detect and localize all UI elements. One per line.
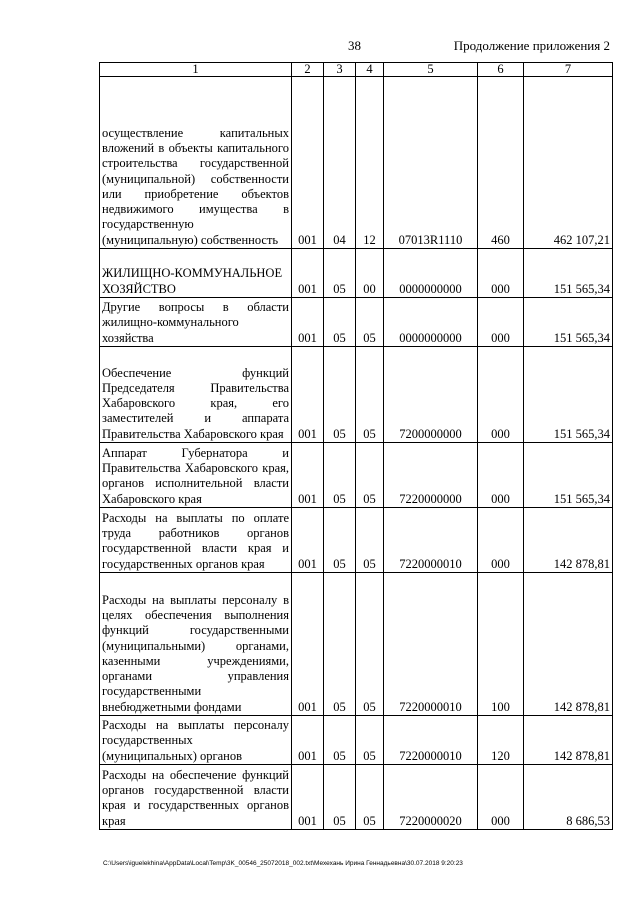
row-code-3: 04: [324, 77, 356, 249]
column-header: 4: [356, 63, 384, 77]
table-row: [100, 573, 613, 716]
column-header: 7: [524, 63, 613, 77]
row-amount: 142 878,81: [524, 573, 613, 716]
row-code-6: 000: [478, 765, 524, 830]
row-code-6: 000: [478, 298, 524, 347]
row-code-4: 05: [356, 347, 384, 443]
row-code-5: 7220000010: [384, 573, 478, 716]
row-code-6: 100: [478, 573, 524, 716]
row-code-2: 001: [292, 249, 324, 298]
row-amount: 151 565,34: [524, 298, 613, 347]
row-code-4: 05: [356, 765, 384, 830]
row-code-3: 05: [324, 573, 356, 716]
page-number: 38: [348, 38, 361, 53]
column-header: 1: [100, 63, 292, 77]
footer-file-path: C:\Users\iguelekhina\AppData\Local\Temp\3K_00546_25072018_002.txt\Мехехань Ирина Геннадьевна\30.07.2018 9:20:23: [103, 860, 463, 867]
table-row: [100, 347, 613, 443]
row-code-6: 000: [478, 443, 524, 508]
row-code-4: 12: [356, 77, 384, 249]
row-code-5: 7220000010: [384, 716, 478, 765]
row-code-5: 7220000010: [384, 508, 478, 573]
column-number-row: [100, 63, 613, 77]
column-header: 5: [384, 63, 478, 77]
column-header: 3: [324, 63, 356, 77]
table-row: [100, 765, 613, 830]
row-code-5: 07013R1110: [384, 77, 478, 249]
row-code-3: 05: [324, 508, 356, 573]
row-code-2: 001: [292, 508, 324, 573]
row-code-2: 001: [292, 347, 324, 443]
row-amount: 151 565,34: [524, 249, 613, 298]
row-code-4: 00: [356, 249, 384, 298]
row-name: Обеспечение функций Председателя Правительства Хабаровского края, его заместителей и аппарата Правительства Хабаровского края: [100, 347, 292, 443]
row-amount: 151 565,34: [524, 443, 613, 508]
table-row: [100, 508, 613, 573]
row-code-6: 000: [478, 347, 524, 443]
row-code-4: 05: [356, 716, 384, 765]
table-row: [100, 77, 613, 249]
table-row: [100, 249, 613, 298]
row-name: Аппарат Губернатора и Правительства Хабаровского края, органов исполнительной власти Хабаровского края: [100, 443, 292, 508]
row-code-6: 000: [478, 508, 524, 573]
row-name: Расходы на обеспечение функций органов государственной власти края и государственных органов края: [100, 765, 292, 830]
row-name: Расходы на выплаты персоналу в целях обеспечения выполнения функций государственными (муниципальными) органами, казенными учреждениями, органами управления государственными внебюджетными фондами: [100, 573, 292, 716]
row-name: осуществление капитальных вложений в объекты капитального строительства государственной (муниципальной) собственности или приобретение объектов недвижимого имущества в государственную (муниципальную) собственность: [100, 77, 292, 249]
row-code-5: 7220000000: [384, 443, 478, 508]
table-row: [100, 443, 613, 508]
table-row: [100, 298, 613, 347]
column-header: 2: [292, 63, 324, 77]
row-name: ЖИЛИЩНО-КОММУНАЛЬНОЕ ХОЗЯЙСТВО: [100, 249, 292, 298]
row-amount: 142 878,81: [524, 716, 613, 765]
row-code-3: 05: [324, 347, 356, 443]
row-code-4: 05: [356, 298, 384, 347]
table-row: [100, 716, 613, 765]
row-code-3: 05: [324, 765, 356, 830]
row-name: Другие вопросы в области жилищно-коммунального хозяйства: [100, 298, 292, 347]
row-code-4: 05: [356, 508, 384, 573]
row-code-2: 001: [292, 573, 324, 716]
row-code-5: 7200000000: [384, 347, 478, 443]
row-amount: 8 686,53: [524, 765, 613, 830]
row-code-2: 001: [292, 443, 324, 508]
row-code-5: 7220000020: [384, 765, 478, 830]
budget-table: [99, 62, 613, 830]
row-amount: 462 107,21: [524, 77, 613, 249]
continuation-label: Продолжение приложения 2: [453, 38, 610, 53]
row-amount: 151 565,34: [524, 347, 613, 443]
column-header: 6: [478, 63, 524, 77]
row-code-2: 001: [292, 765, 324, 830]
row-code-3: 05: [324, 716, 356, 765]
row-code-6: 120: [478, 716, 524, 765]
row-code-6: 000: [478, 249, 524, 298]
row-name: Расходы на выплаты по оплате труда работников органов государственной власти края и государственных органов края: [100, 508, 292, 573]
row-code-5: 0000000000: [384, 249, 478, 298]
row-name: Расходы на выплаты персоналу государственных (муниципальных) органов: [100, 716, 292, 765]
row-code-4: 05: [356, 573, 384, 716]
row-code-3: 05: [324, 249, 356, 298]
row-code-2: 001: [292, 77, 324, 249]
row-code-3: 05: [324, 443, 356, 508]
row-code-5: 0000000000: [384, 298, 478, 347]
row-code-6: 460: [478, 77, 524, 249]
row-code-4: 05: [356, 443, 384, 508]
row-amount: 142 878,81: [524, 508, 613, 573]
row-code-2: 001: [292, 716, 324, 765]
row-code-2: 001: [292, 298, 324, 347]
row-code-3: 05: [324, 298, 356, 347]
